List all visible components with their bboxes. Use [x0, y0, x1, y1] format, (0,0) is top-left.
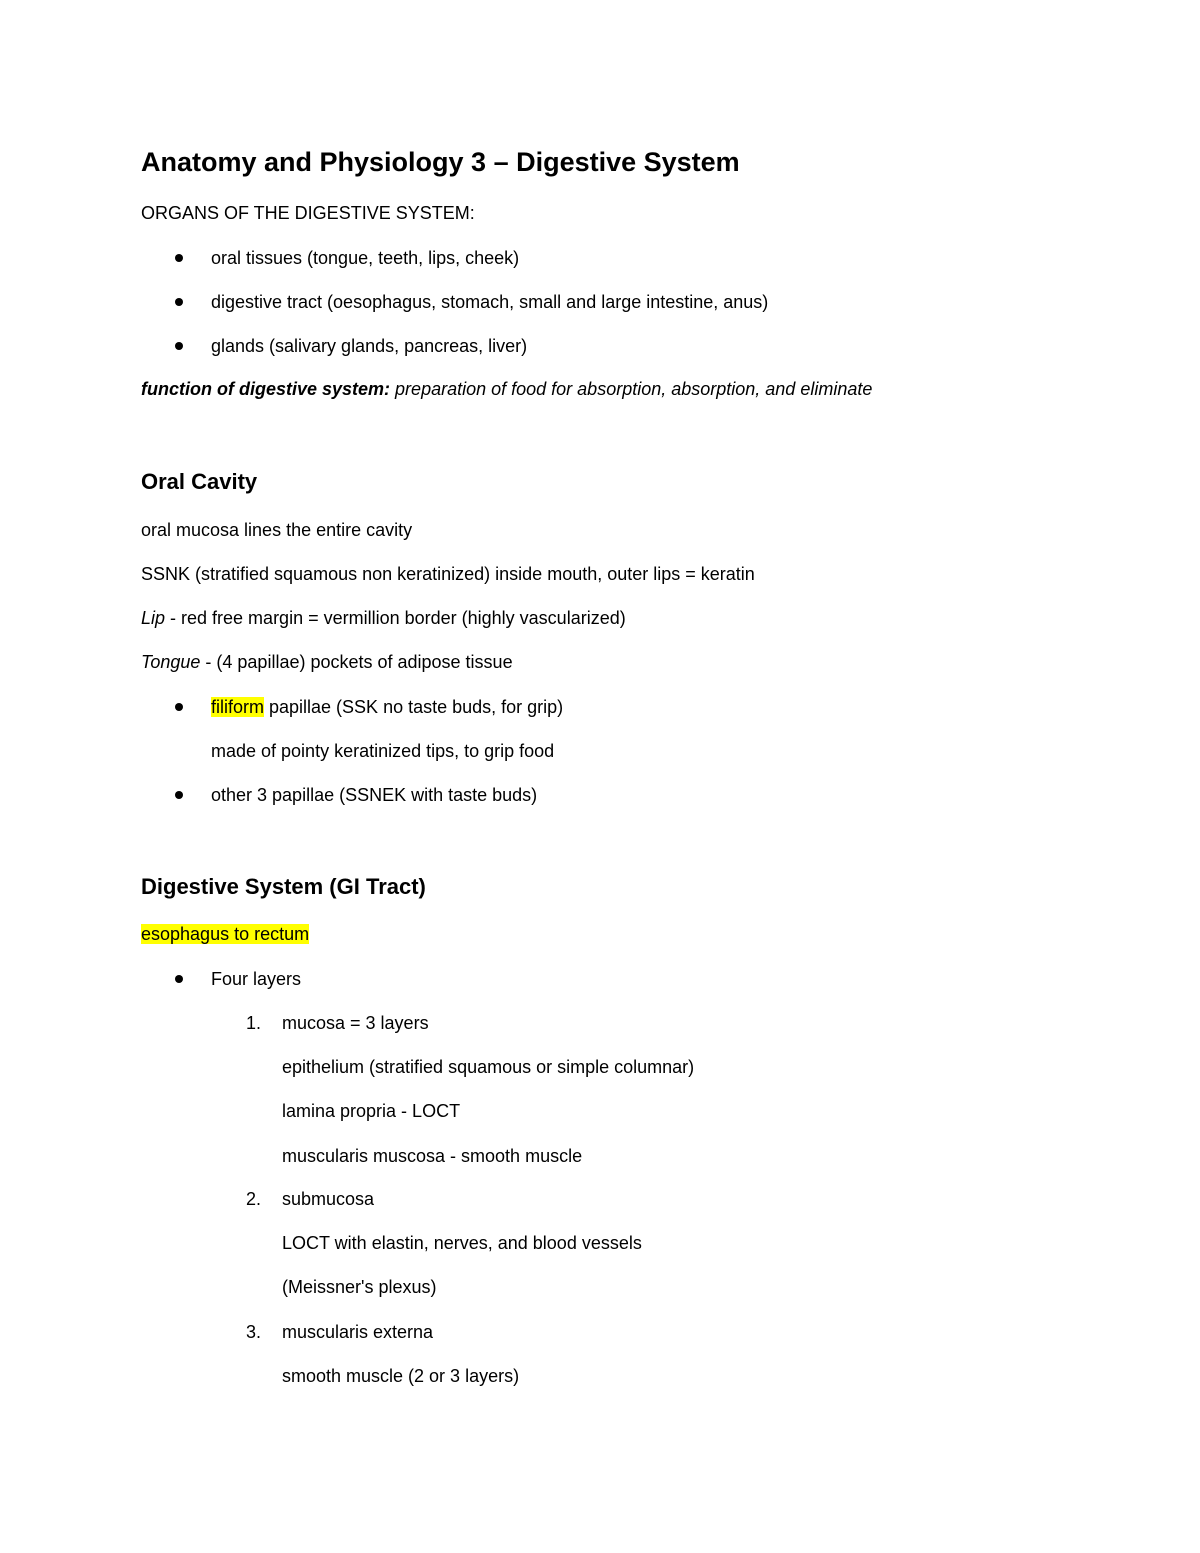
- function-line: [141, 378, 872, 400]
- tongue-line: [141, 651, 513, 673]
- other-papillae-line: other 3 papillae (SSNEK with taste buds): [211, 785, 538, 805]
- layer-subline: epithelium (stratified squamous or simple columnar): [282, 1057, 695, 1077]
- layer-subline: smooth muscle (2 or 3 layers): [282, 1366, 520, 1386]
- layer-number: 1.: [246, 1013, 262, 1033]
- organ-item: digestive tract (oesophagus, stomach, small and large intestine, anus): [211, 292, 769, 312]
- layer-subline: lamina propria - LOCT: [282, 1101, 461, 1121]
- layer-subline: LOCT with elastin, nerves, and blood vessels: [282, 1233, 642, 1253]
- organs-heading: ORGANS OF THE DIGESTIVE SYSTEM:: [141, 203, 475, 223]
- tongue-label: Tongue: [141, 652, 201, 672]
- function-label: function of digestive system:: [141, 379, 391, 399]
- bullet-icon: [175, 703, 183, 711]
- layer-name: muscularis externa: [282, 1322, 434, 1342]
- filiform-highlight: filiform: [211, 697, 264, 717]
- lip-line: [141, 607, 626, 629]
- layer-number: 2.: [246, 1189, 262, 1209]
- gi-tract-heading: Digestive System (GI Tract): [141, 874, 426, 899]
- organ-item: oral tissues (tongue, teeth, lips, cheek): [211, 248, 520, 268]
- layer-subline: (Meissner's plexus): [282, 1277, 437, 1297]
- function-text: preparation of food for absorption, absorption, and eliminate: [390, 379, 873, 399]
- gi-highlight: esophagus to rectum: [141, 924, 310, 944]
- bullet-icon: [175, 254, 183, 262]
- filiform-line: [211, 696, 563, 718]
- layer-number: 3.: [246, 1322, 262, 1342]
- oral-line: oral mucosa lines the entire cavity: [141, 520, 413, 540]
- filiform-text: papillae (SSK no taste buds, for grip): [264, 697, 564, 717]
- gi-highlight-line: [141, 923, 309, 945]
- layer-name: submucosa: [282, 1189, 375, 1209]
- four-layers-line: Four layers: [211, 969, 302, 989]
- tongue-text: - (4 papillae) pockets of adipose tissue: [200, 652, 513, 672]
- filiform-subline: made of pointy keratinized tips, to grip food: [211, 741, 555, 761]
- lip-label: Lip: [141, 608, 166, 628]
- layer-subline: muscularis muscosa - smooth muscle: [282, 1146, 583, 1166]
- bullet-icon: [175, 975, 183, 983]
- organ-item: glands (salivary glands, pancreas, liver): [211, 336, 528, 356]
- oral-cavity-heading: Oral Cavity: [141, 469, 258, 494]
- bullet-icon: [175, 342, 183, 350]
- layer-name: mucosa = 3 layers: [282, 1013, 429, 1033]
- bullet-icon: [175, 791, 183, 799]
- bullet-icon: [175, 298, 183, 306]
- lip-text: - red free margin = vermillion border (highly vascularized): [165, 608, 626, 628]
- oral-line: SSNK (stratified squamous non keratinized) inside mouth, outer lips = keratin: [141, 564, 755, 584]
- page-title: Anatomy and Physiology 3 – Digestive System: [141, 147, 740, 177]
